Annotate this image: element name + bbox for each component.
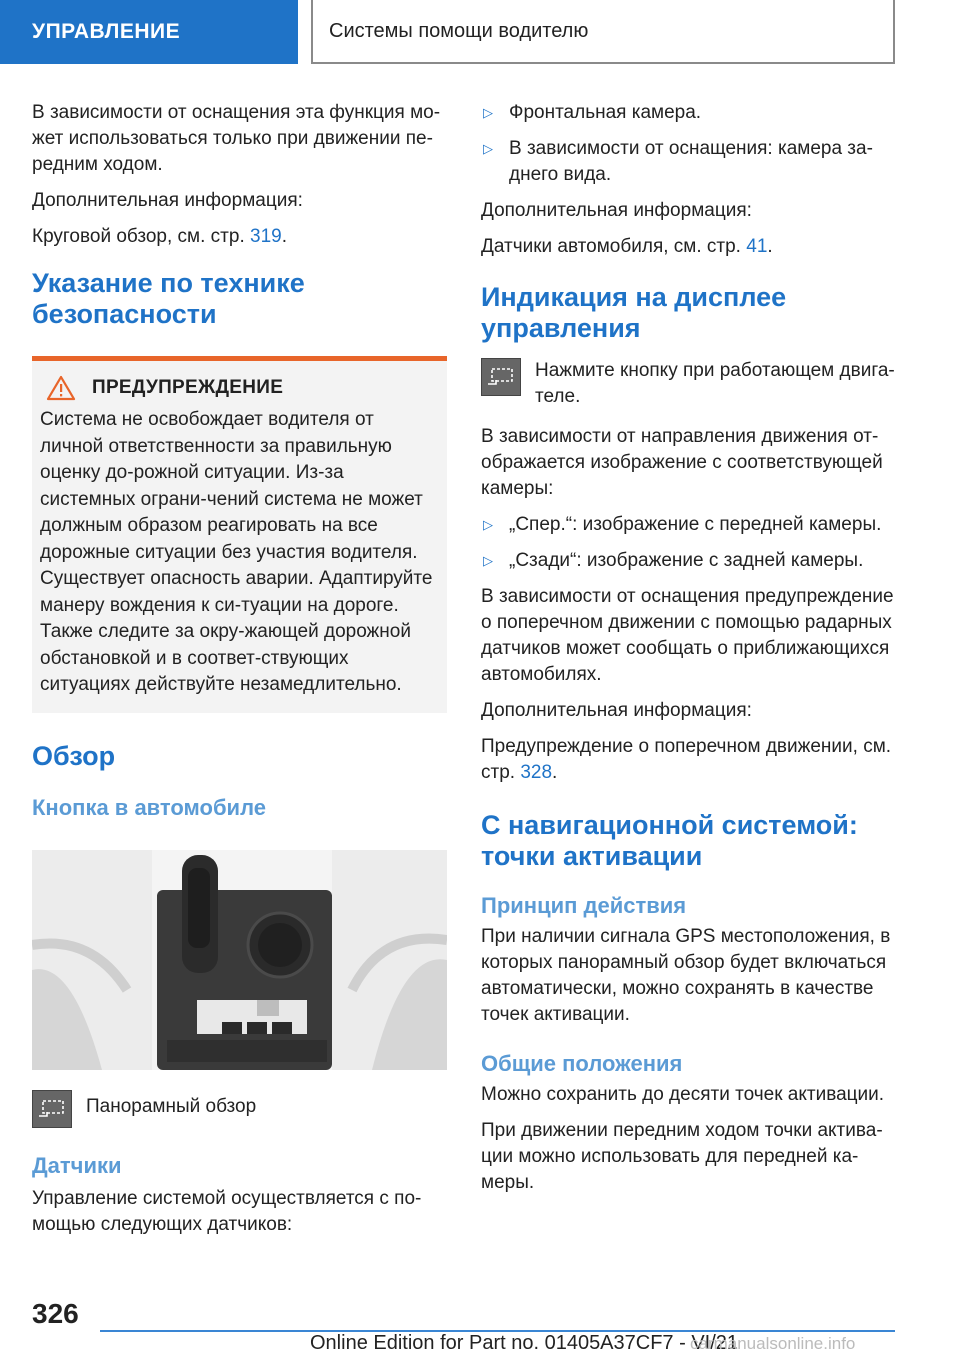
page-link-41[interactable]: 41 [746, 236, 768, 257]
display-paragraph: В зависимости от направления движения от-ображается изображение с соответствующей камеры: [481, 426, 883, 499]
display-button-row [481, 358, 896, 410]
cross-traffic-reference: Предупреждение о поперечном движении, см. стр. 328. [481, 736, 892, 783]
more-info-label: Дополнительная информация: [32, 190, 303, 211]
page-link-319[interactable]: 319 [250, 226, 282, 247]
principle-heading: Принцип действия [481, 893, 687, 918]
list-item: ▷ „Спер.“: изображение с передней камеры. [481, 512, 896, 538]
center-console-photo [32, 850, 447, 1070]
chapter-title: Системы помощи водителю [311, 0, 895, 64]
surround-view-reference: Круговой обзор, см. стр. 319. [32, 226, 287, 247]
warning-box [32, 356, 447, 713]
page-number: 326 [32, 1298, 79, 1329]
general-paragraph-1: Можно сохранить до десяти точек активации. [481, 1084, 885, 1105]
warning-title: ПРЕДУПРЕЖДЕНИЕ [92, 377, 284, 398]
sensor-list [481, 100, 896, 188]
general-paragraph-2: При движении передним ходом точки актива-ции можно использовать для передней ка-меры. [481, 1120, 883, 1193]
general-heading: Общие положения [481, 1051, 683, 1076]
page-link-328[interactable]: 328 [520, 762, 553, 783]
section-tab: УПРАВЛЕНИЕ [0, 0, 298, 64]
right-column [481, 100, 896, 1206]
warning-text: Система не освобождает водителя от личной ответственности за правильную оценку до-рожной ситуации. Из-за системных ограни-чений система не может должным образом реагировать на все дорожные ситуации без участия водителя. Существует опасность аварии. Адаптируйте манеру вождения к си-туации на дороге. Также следите за окру-жающей дорожной обстановкой и в соответ-ствующих ситуациях действуйте незамедлительно. [40, 409, 433, 695]
list-item: ▷ „Сзади“: изображение с задней камеры. [481, 548, 896, 574]
sensors-heading: Датчики [32, 1152, 122, 1178]
display-heading: Индикация на дисплее управления [481, 282, 787, 343]
intro-paragraph: В зависимости от оснащения эта функция мо-жет использоваться только при движении пе-редним ходом. [32, 102, 441, 175]
nav-heading: С навигационной системой: точки активации [481, 810, 858, 871]
watermark: carmanualsonline.info [690, 1334, 856, 1353]
safety-heading: Указание по технике безопасности [32, 268, 305, 329]
panorama-camera-icon [32, 1090, 72, 1128]
list-item: ▷ В зависимости от оснащения: камера за-днего вида. [483, 138, 873, 185]
more-info-label: Дополнительная информация: [481, 200, 752, 221]
sensors-reference: Датчики автомобиля, см. стр. 41. [481, 236, 773, 257]
button-heading: Кнопка в автомобиле [32, 794, 266, 820]
overview-heading: Обзор [32, 740, 116, 771]
left-column [32, 100, 447, 1248]
warning-triangle-icon [46, 375, 76, 401]
bullet-triangle-icon: ▷ [483, 105, 493, 120]
sensors-intro: Управление системой осуществляется с по-мощью следующих датчиков: [32, 1187, 422, 1235]
edition-info: Online Edition for Part no. 01405A37CF7 - VI/21 [310, 1332, 739, 1354]
list-item: ▷ Фронтальная камера. [481, 100, 896, 126]
panorama-button-row [32, 1090, 447, 1128]
display-instruction: Нажмите кнопку при работающем двига-теле. [535, 360, 895, 407]
bullet-triangle-icon: ▷ [483, 141, 493, 156]
panorama-camera-icon [481, 358, 521, 396]
console-illustration [32, 850, 447, 1070]
bullet-triangle-icon: ▷ [483, 517, 493, 532]
panorama-label: Панорамный обзор [86, 1095, 257, 1117]
principle-text: При наличии сигнала GPS местоположения, в которых панорамный обзор будет включаться автоматически, можно сохранять в качестве точек активации. [481, 926, 891, 1025]
cross-traffic-paragraph: В зависимости от оснащения предупреждение о поперечном движении с помощью радарных датчиков может сообщать о приближающихся автомобилях. [481, 586, 894, 685]
bullet-triangle-icon: ▷ [483, 553, 493, 568]
gear-list [481, 512, 896, 574]
more-info-label: Дополнительная информация: [481, 700, 752, 721]
